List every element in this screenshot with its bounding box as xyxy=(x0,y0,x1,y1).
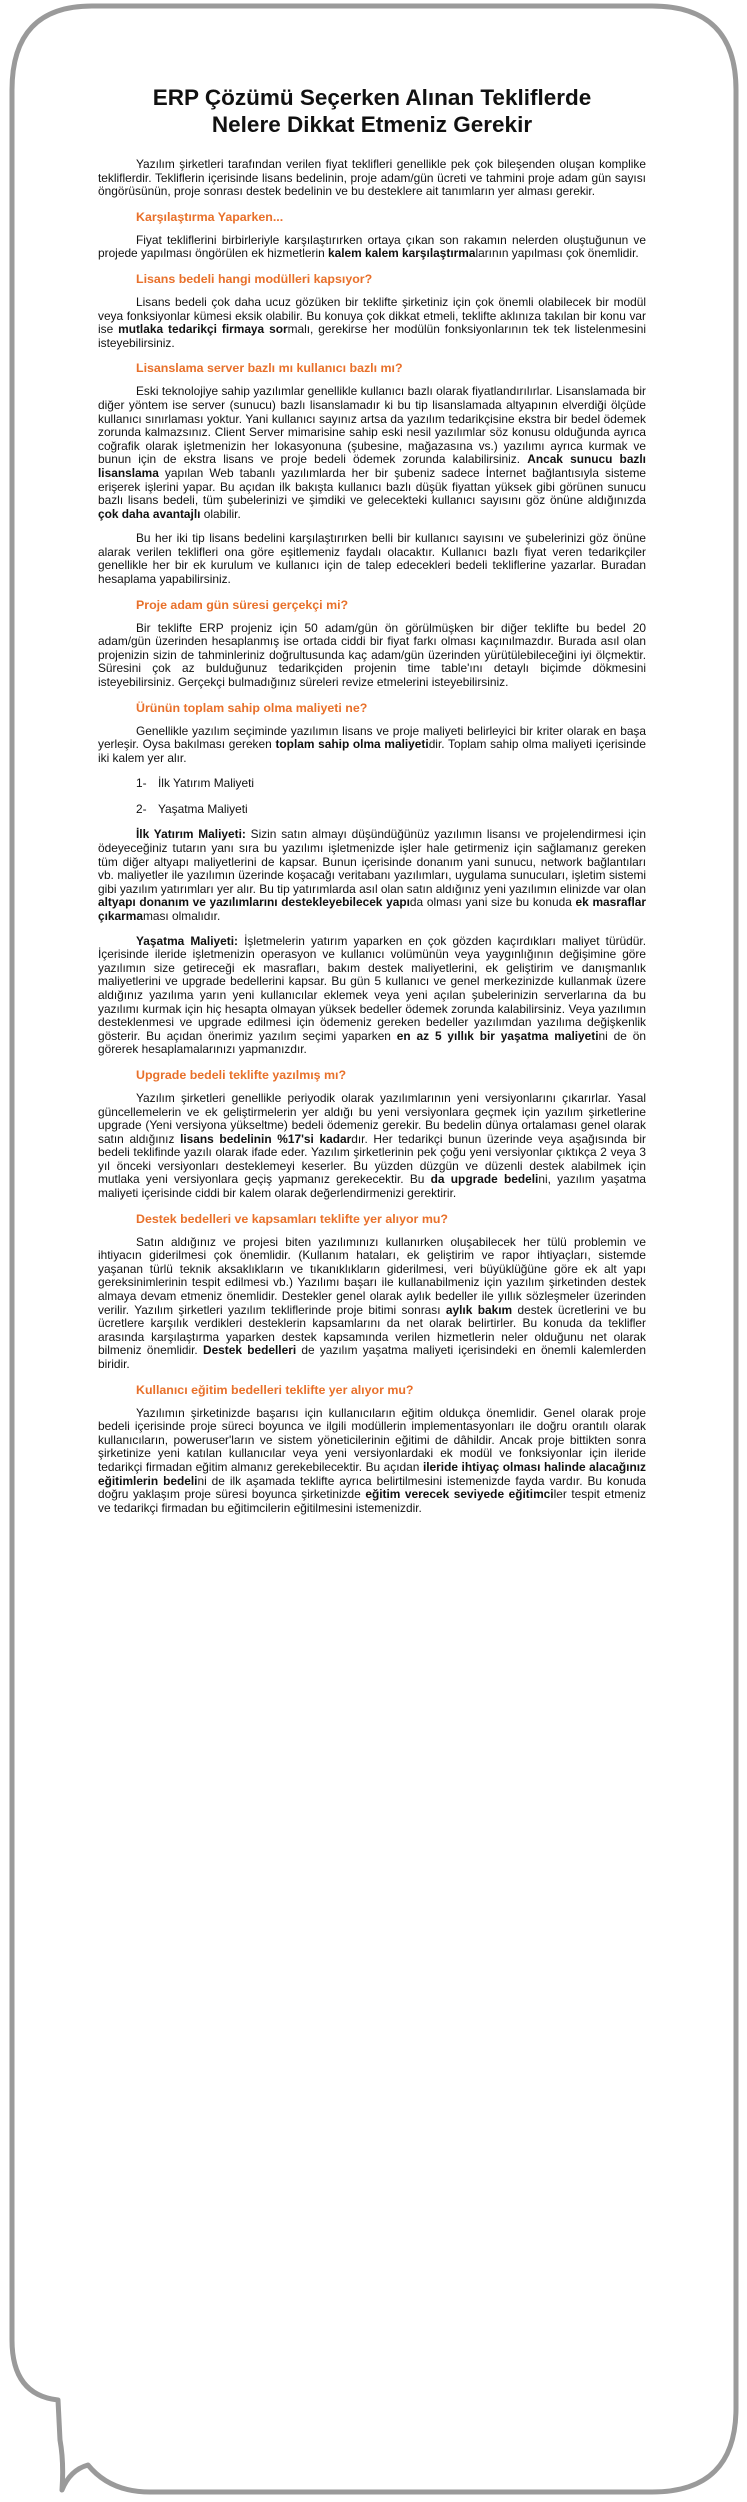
upgrade-paragraph: Yazılım şirketleri genellikle periyodik olarak yazılımlarının yeni versiyonlarını çıkarırlar. Yasal güncellemelerin ve ek geliştirmelerin yer aldığı bu yeni versiyonlara geçmek için yazılım şirketlerine upgrade (Yeni versiyona yükseltme) bedeli ödemeniz gerekir. Bu bedelin dünya ortalaması genel olarak satın aldığınız lisans bedelinin %17'si kadardır. Her tedarikçi bunun üzerinde veya aşağısında bir bedeli teklifinde yazılı olarak ifade eder. Yazılım şirketlerinin pek çoğu yeni versiyonlar çıktıkça 2 veya 3 yıl önceki versiyonları desteklemeyi keserler. Bu yüzden düzgün ve düzenli destek alabilmek için mutlaka yeni versiyonlara geçiş yapmanız gerekecektir. Bu da upgrade bedelini, yazılım yaşatma maliyeti içerisinde ciddi bir kalem olarak değerlendirmenizi gerektirir. xyxy=(98,1090,647,1201)
article xyxy=(98,84,646,1526)
list-item: 1- İlk Yatırım Maliyeti xyxy=(136,776,255,791)
section-heading-license-modules: Lisans bedeli hangi modülleri kapsıyor? xyxy=(136,271,373,286)
section-heading-support: Destek bedelleri ve kapsamları teklifte yer alıyor mu? xyxy=(136,1211,448,1226)
intro-paragraph: Yazılım şirketleri tarafından verilen fiyat teklifleri genellikle pek çok bileşenden oluşan komplike tekliflerdir. Tekliflerin içerisinde lisans bedelinin, proje adam/gün ücreti ve tahmini proje adam gün sayısı öngörüsünün, proje sonrası destek bedelinin ve bu desteklere ait tanımların yer alması gerekir. xyxy=(98,157,646,199)
section-heading-licensing-model: Lisanslama server bazlı mı kullanıcı bazlı mı? xyxy=(136,361,403,376)
section-heading-comparison: Karşılaştırma Yaparken... xyxy=(136,209,284,224)
licensing-model-paragraph-2: Bu her iki tip lisans bedelini karşılaştırırken belli bir kullanıcı sayısını ve şubelerinizi göz önüne alarak verilen teklifleri ona göre eşitlemeniz faydalı olacaktır. Kullanıcı bazlı fiyat veren tedarikçiler genellikle her bir ek kurulum ve kullanıcı için de talep edecekleri bedeli tekliflerine yazarlar. Buradan hesaplama yapabilirsiniz. xyxy=(98,531,646,587)
tco-paragraph-initial-cost: İlk Yatırım Maliyeti: Sizin satın almayı düşündüğünüz yazılımın lisansı ve projelendirmesi için ödeyeceğiniz tutarın yanı sıra bu yazılımı işletmenizde işler hale getirmeniz için sağlamanız gereken tüm diğer altyapı maliyetlerini de kapsar. Bunun içerisinde donanım yani sunucu, network bağlantıları vb. maliyetler ile yazılımın üzerinde koşacağı veritabanı yazılımları, uygulama sunucuları, işletim sistemi gibi yazılım yatırımları yer alır. Bu tip yatırımlarda asıl olan satın aldığınız yeni yazılımın elinizde var olan altyapı donanım ve yazılımlarını desteklеyebilecek yapıda olması yani size bu konuda ek masraflar çıkarmaması olmalıdır. xyxy=(98,827,646,923)
tco-paragraph-1: Genellikle yazılım seçiminde yazılımın lisans ve proje maliyeti belirleyici bir kriter olarak en başa yerleşir. Oysa bakılması gereken toplam sahip olma maliyetidir. Toplam sahip olma maliyeti içerisinde iki kalem yer alır. xyxy=(98,723,646,765)
training-paragraph: Yazılımın şirketinizde başarısı için kullanıcıların eğitim oldukça önemlidir. Genel olarak proje bedeli içerisinde proje süreci boyunca ve ilgili modüllerin implementasyonları ile doğru orantılı olarak kullanıcıların, poweruser'ların ve sistem yöneticilerinin eğitimi de dâhildir. Ancak proje bittikten sonra şirketinize yeni katılan kullanıcılar veya yeni versiyonlardaki ek modül ve fonksiyonlar için ileride tedarikçi firmadan eğitim almanız gerekebilecektir. Bu açıdan ileride ihtiyaç olması halinde alacağınız eğitimlerin bedelini de ilk aşamada teklifte ayrıca belirtilmesini istemenizde fayda vardır. Bu konuda doğru yaklaşım proje süresi boyunca şirketinizde eğitim verecek seviyede eğitimciler tespit etmeniz ve tedarikçi firmadan bu eğitimcilerin eğitilmesini istemenizdir. xyxy=(98,1405,646,1515)
man-day-paragraph: Bir teklifte ERP projeniz için 50 adam/gün ön görülmüşken bir diğer teklifte bu bedel 20 adam/gün üzerinden hesaplanmış ise ortada ciddi bir fiyat farkı olması kaçınılmazdır. Burada asıl olan projenizin sizin de tahminleriniz doğrultusunda kaç adam/gün üzerinden yürütülebileceğini iyi ölçmektir. Süresini çok az bulduğunuz tedarikçiden projenin time table'ını detaylı biçimde dökmesini isteyebilirsiniz. Gerçekçi bulmadığınız süreleri revize etmelerini isteyebilirsiniz. xyxy=(98,620,646,690)
license-modules-paragraph: Lisans bedeli çok daha ucuz gözüken bir teklifte şirketiniz için çok önemli olabilecek bir modül veya fonksiyonlar kümesi eksik olabilir. Bu konuya çok dikkat etmeli, teklifte aklınıza takılan bir konu var ise mutlaka tedarikçi firmaya sormalı, gerekirse her modülün fonksiyonlarının tek tek listelenmesini isteyebilirsiniz. xyxy=(98,294,646,350)
cost-items-list xyxy=(136,776,646,816)
comparison-paragraph: Fiyat tekliflerini birbirleriyle karşılaştırırken ortaya çıkan son rakamın nelerden oluştuğunun ve projede yapılması öngörülen ek hizmetlerin kalem kalem karşılaştırmalarının yapılması çok önemlidir. xyxy=(98,232,646,261)
section-heading-upgrade: Upgrade bedeli teklifte yazılmış mı? xyxy=(136,1067,347,1082)
section-heading-man-day: Proje adam gün süresi gerçekçi mi? xyxy=(136,597,349,612)
list-item: 2- Yaşatma Maliyeti xyxy=(136,802,248,817)
licensing-model-paragraph-1: Eski teknolojiye sahip yazılımlar genellikle kullanıcı bazlı olarak fiyatlandırılırlar. Lisanslamada bir diğer yöntem ise server (sunucu) bazlı lisanslamadır ki bu tip lisanslamada altyapının elverdiği ölçüde kullanıcı sınırlaması yoktur. Yani kullanıcı sayınız artsa da yazılım tedarikçisine ekstra bir bedel ödemek zorunda kalmazsınız. Client Server mimarisine sahip eski nesil yazılımlar söz konusu olduğunda ayrıca coğrafik olarak işletmenizin her lokasyonuna (şubesine, mağazasına vs.) yazılımı ayrıca kurmak ve bunun için de ekstra lisans ve proje bedeli ödemek zorunda kalabilirsiniz. Ancak sunucu bazlı lisanslama yapılan Web tabanlı yazılımlarda her bir şubeniz sadece İnternet bağlantısıyla sisteme erişerek işlerini yapar. Bu açıdan ilk bakışta kullanıcı bazlı düşük fiyattan yüksek gibi görünen sunucu bazlı lisans bedeli, tüm şubelerinizi ve şimdiki ve gelecekteki kullanıcı sayısını göz önüne aldığınızda çok daha avantajlı olabilir. xyxy=(98,384,646,521)
support-paragraph: Satın aldığınız ve projesi biten yazılımınızı kullanırken oluşabilecek her tülü problemin ve ihtiyacın giderilmesi çok önemlidir. (Kullanım hataları, ek geliştirim ve rapor ihtiyaçları, sistemde yaşanan türlü teknik aksaklıkların ve tıkanıklıkların giderilmesi, veri büyüklüğüne göre ek alt yapı gereksinimlerinin tespit edilmesi vb.) Yazılımı başarı ile kullanabilmeniz için yazılım şirketinden destek almaya devam etmeniz önemlidir. Destekler genel olarak aylık bedeller ile yıllık sözleşmeler üzerinden verilir. Yazılım şirketleri yazılım tekliflerinde proje bitimi sonrası aylık bakım destek ücretlerini ve bu ücretlere karşılık verdikleri desteklerin kapsamlarını da net olarak belirtirler. Bu konuda da teklifler arasında karşılaştırma yaparken destek kapsamında verilen hizmetlerin neler olduğunu net olarak bilmeniz önemlidir. Destek bedelleri de yazılım yaşatma maliyeti içerisindeki en önemli kalemlerden biridir. xyxy=(98,1234,646,1371)
section-heading-training: Kullanıcı eğitim bedelleri teklifte yer alıyor mu? xyxy=(136,1382,414,1397)
page-title: ERP Çözümü Seçerken Alınan Tekliflerde Nelere Dikkat Etmeniz Gerekir xyxy=(152,85,592,137)
tco-paragraph-sustain-cost: Yaşatma Maliyeti: İşletmelerin yatırım yaparken en çok gözden kaçırdıkları maliyet türüdür. İçerisinde ileride işletmenizin operasyon ve kullanıcı volümünün veya yaygınlığının değişimine göre yazılımın size getireceği ek masrafları, bakım destek maliyetlerini, ek geliştirim ve danışmanlık maliyetlerini ve upgrade bedellerini kapsar. Bu gün 5 kullanıcı ve genel merkezinizde kullanmak üzere aldığınız yazılıma yarın yeni kullanıcılar eklemek veya yeni açılan şubelerinizin serverlarına da bu yazılımı kurmak için hiç hesapta olmayan yüksek bedeller ödemek zorunda kalabilirsiniz. Veya yazılımın desteklenmesi ve upgrade edilmesi için ödemeniz gereken bedeller yazılımdan yazılıma değişkenlik gösterir. Bu açıdan önerimiz yazılım seçimi yaparken en az 5 yıllık bir yaşatma maliyetini de ön görerek hesaplamalarınızı yapmanızdır. xyxy=(98,933,646,1057)
section-heading-tco: Ürünün toplam sahip olma maliyeti ne? xyxy=(136,700,368,715)
